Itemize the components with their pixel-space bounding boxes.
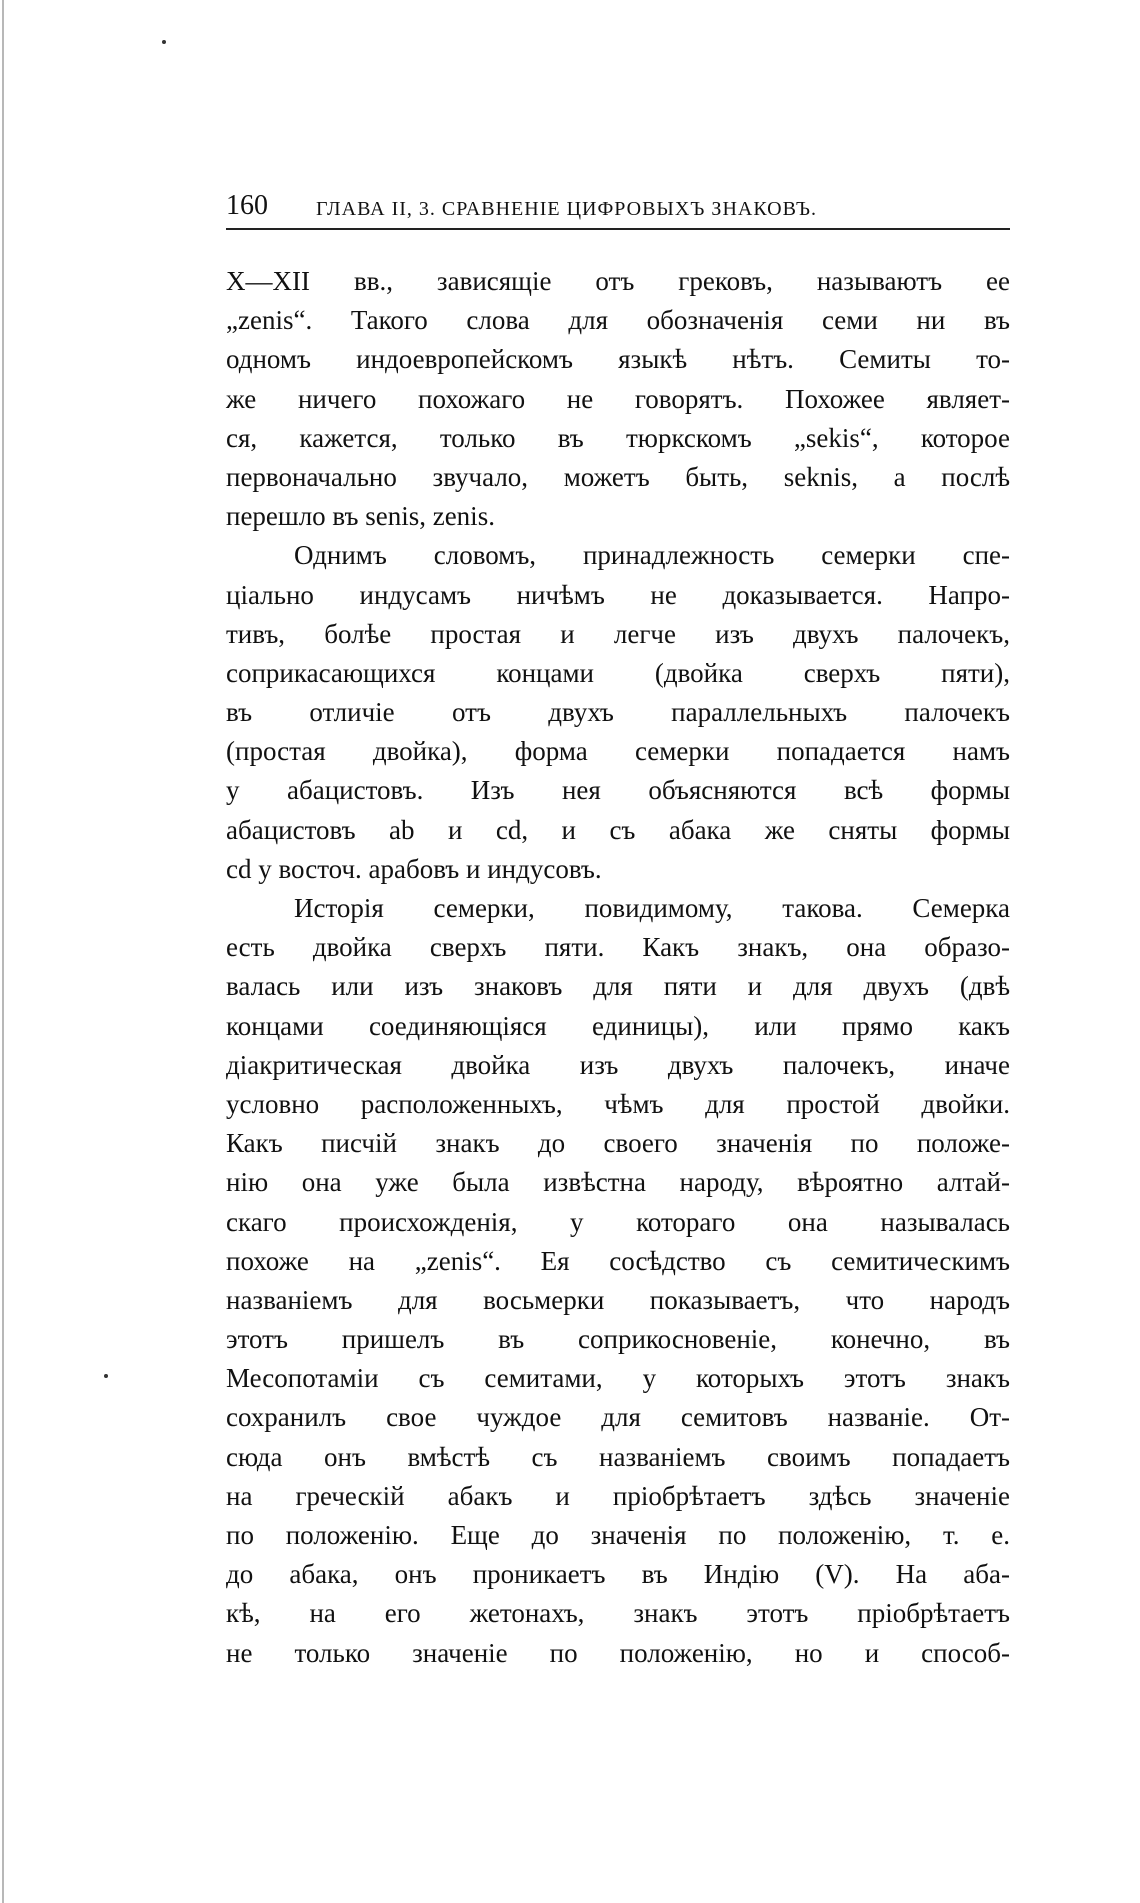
- text-line: первоначально звучало, можетъ быть, seknis, а послѣ: [226, 461, 1010, 492]
- text-line: нію она уже была извѣстна народу, вѣроятно алтай-: [226, 1167, 1010, 1198]
- text-line: у абацистовъ. Изъ нея объясняются всѣ формы: [226, 775, 1010, 806]
- text-line: есть двойка сверхъ пяти. Какъ знакъ, она образо-: [226, 932, 1010, 963]
- text-line: валась или изъ знаковъ для пяти и для двухъ (двѣ: [226, 971, 1010, 1002]
- text-line: cd у восточ. арабовъ и индусовъ.: [226, 853, 602, 884]
- text-line: концами соединяющіяся единицы), или прямо какъ: [226, 1010, 1010, 1041]
- text-line: перешло въ senis, zenis.: [226, 501, 495, 532]
- page-number: 160: [226, 190, 268, 221]
- text-line: сохранилъ свое чуждое для семитовъ названіе. От-: [226, 1402, 1010, 1433]
- text-line: кѣ, на его жетонахъ, знакъ этотъ пріобрѣтаетъ: [226, 1598, 1010, 1629]
- text-line: Исторія семерки, повидимому, такова. Семерка: [294, 893, 1010, 923]
- text-line: этотъ пришелъ въ соприкосновеніе, конечно, въ: [226, 1324, 1010, 1355]
- text-line: одномъ индоевропейскомъ языкѣ нѣтъ. Семиты то-: [226, 344, 1010, 375]
- text-line: тивъ, болѣе простая и легче изъ двухъ палочекъ,: [226, 618, 1010, 649]
- text-line: на греческій абакъ и пріобрѣтаетъ здѣсь значеніе: [226, 1480, 1010, 1511]
- text-line: X—XII вв., зависящіе отъ грековъ, называютъ ее: [226, 266, 1010, 296]
- scan-edge: [2, 0, 4, 1903]
- text-line: сюда онъ вмѣстѣ съ названіемъ своимъ попадаетъ: [226, 1441, 1010, 1472]
- text-line: же ничего похожаго не говорятъ. Похожее являет-: [226, 383, 1010, 414]
- text-line: похоже на „zenis“. Ея сосѣдство съ семитическимъ: [226, 1245, 1010, 1276]
- text-line: Месопотаміи съ семитами, у которыхъ этотъ знакъ: [226, 1363, 1010, 1394]
- text-line: „zenis“. Такого слова для обозначенія семи ни въ: [226, 305, 1010, 336]
- text-line: скаго происхожденія, у котораго она называлась: [226, 1206, 1010, 1237]
- text-line: (простая двойка), форма семерки попадается намъ: [226, 736, 1010, 767]
- text-line: въ отличіе отъ двухъ параллельныхъ палочекъ: [226, 697, 1010, 728]
- text-line: соприкасающихся концами (двойка сверхъ пяти),: [226, 657, 1010, 688]
- text-line: Однимъ словомъ, принадлежность семерки спе-: [294, 540, 1010, 571]
- text-line: ціально индусамъ ничѣмъ не доказывается. Напро-: [226, 579, 1010, 610]
- running-title: ГЛАВА II, 3. СРАВНЕНІЕ ЦИФРОВЫХЪ ЗНАКОВЪ.: [316, 198, 818, 220]
- text-line: условно расположенныхъ, чѣмъ для простой двойки.: [226, 1088, 1010, 1119]
- body-text: [226, 262, 1010, 1673]
- text-line: названіемъ для восьмерки показываетъ, что народъ: [226, 1284, 1010, 1315]
- text-line: по положенію. Еще до значенія по положенію, т. е.: [226, 1520, 1010, 1550]
- page-header: [226, 188, 1010, 230]
- scan-speck: [162, 40, 166, 44]
- text-line: до абака, онъ проникаетъ въ Индію (V). На аба-: [226, 1559, 1010, 1590]
- text-line: діакритическая двойка изъ двухъ палочекъ, иначе: [226, 1049, 1010, 1080]
- scan-speck: [104, 1374, 108, 1378]
- text-line: Какъ писчій знакъ до своего значенія по положе-: [226, 1128, 1010, 1159]
- text-line: ся, кажется, только въ тюркскомъ „sekis“, которое: [226, 422, 1010, 453]
- text-line: абацистовъ ab и cd, и съ абака же сняты формы: [226, 814, 1010, 845]
- text-line: не только значеніе по положенію, но и способ-: [226, 1637, 1010, 1668]
